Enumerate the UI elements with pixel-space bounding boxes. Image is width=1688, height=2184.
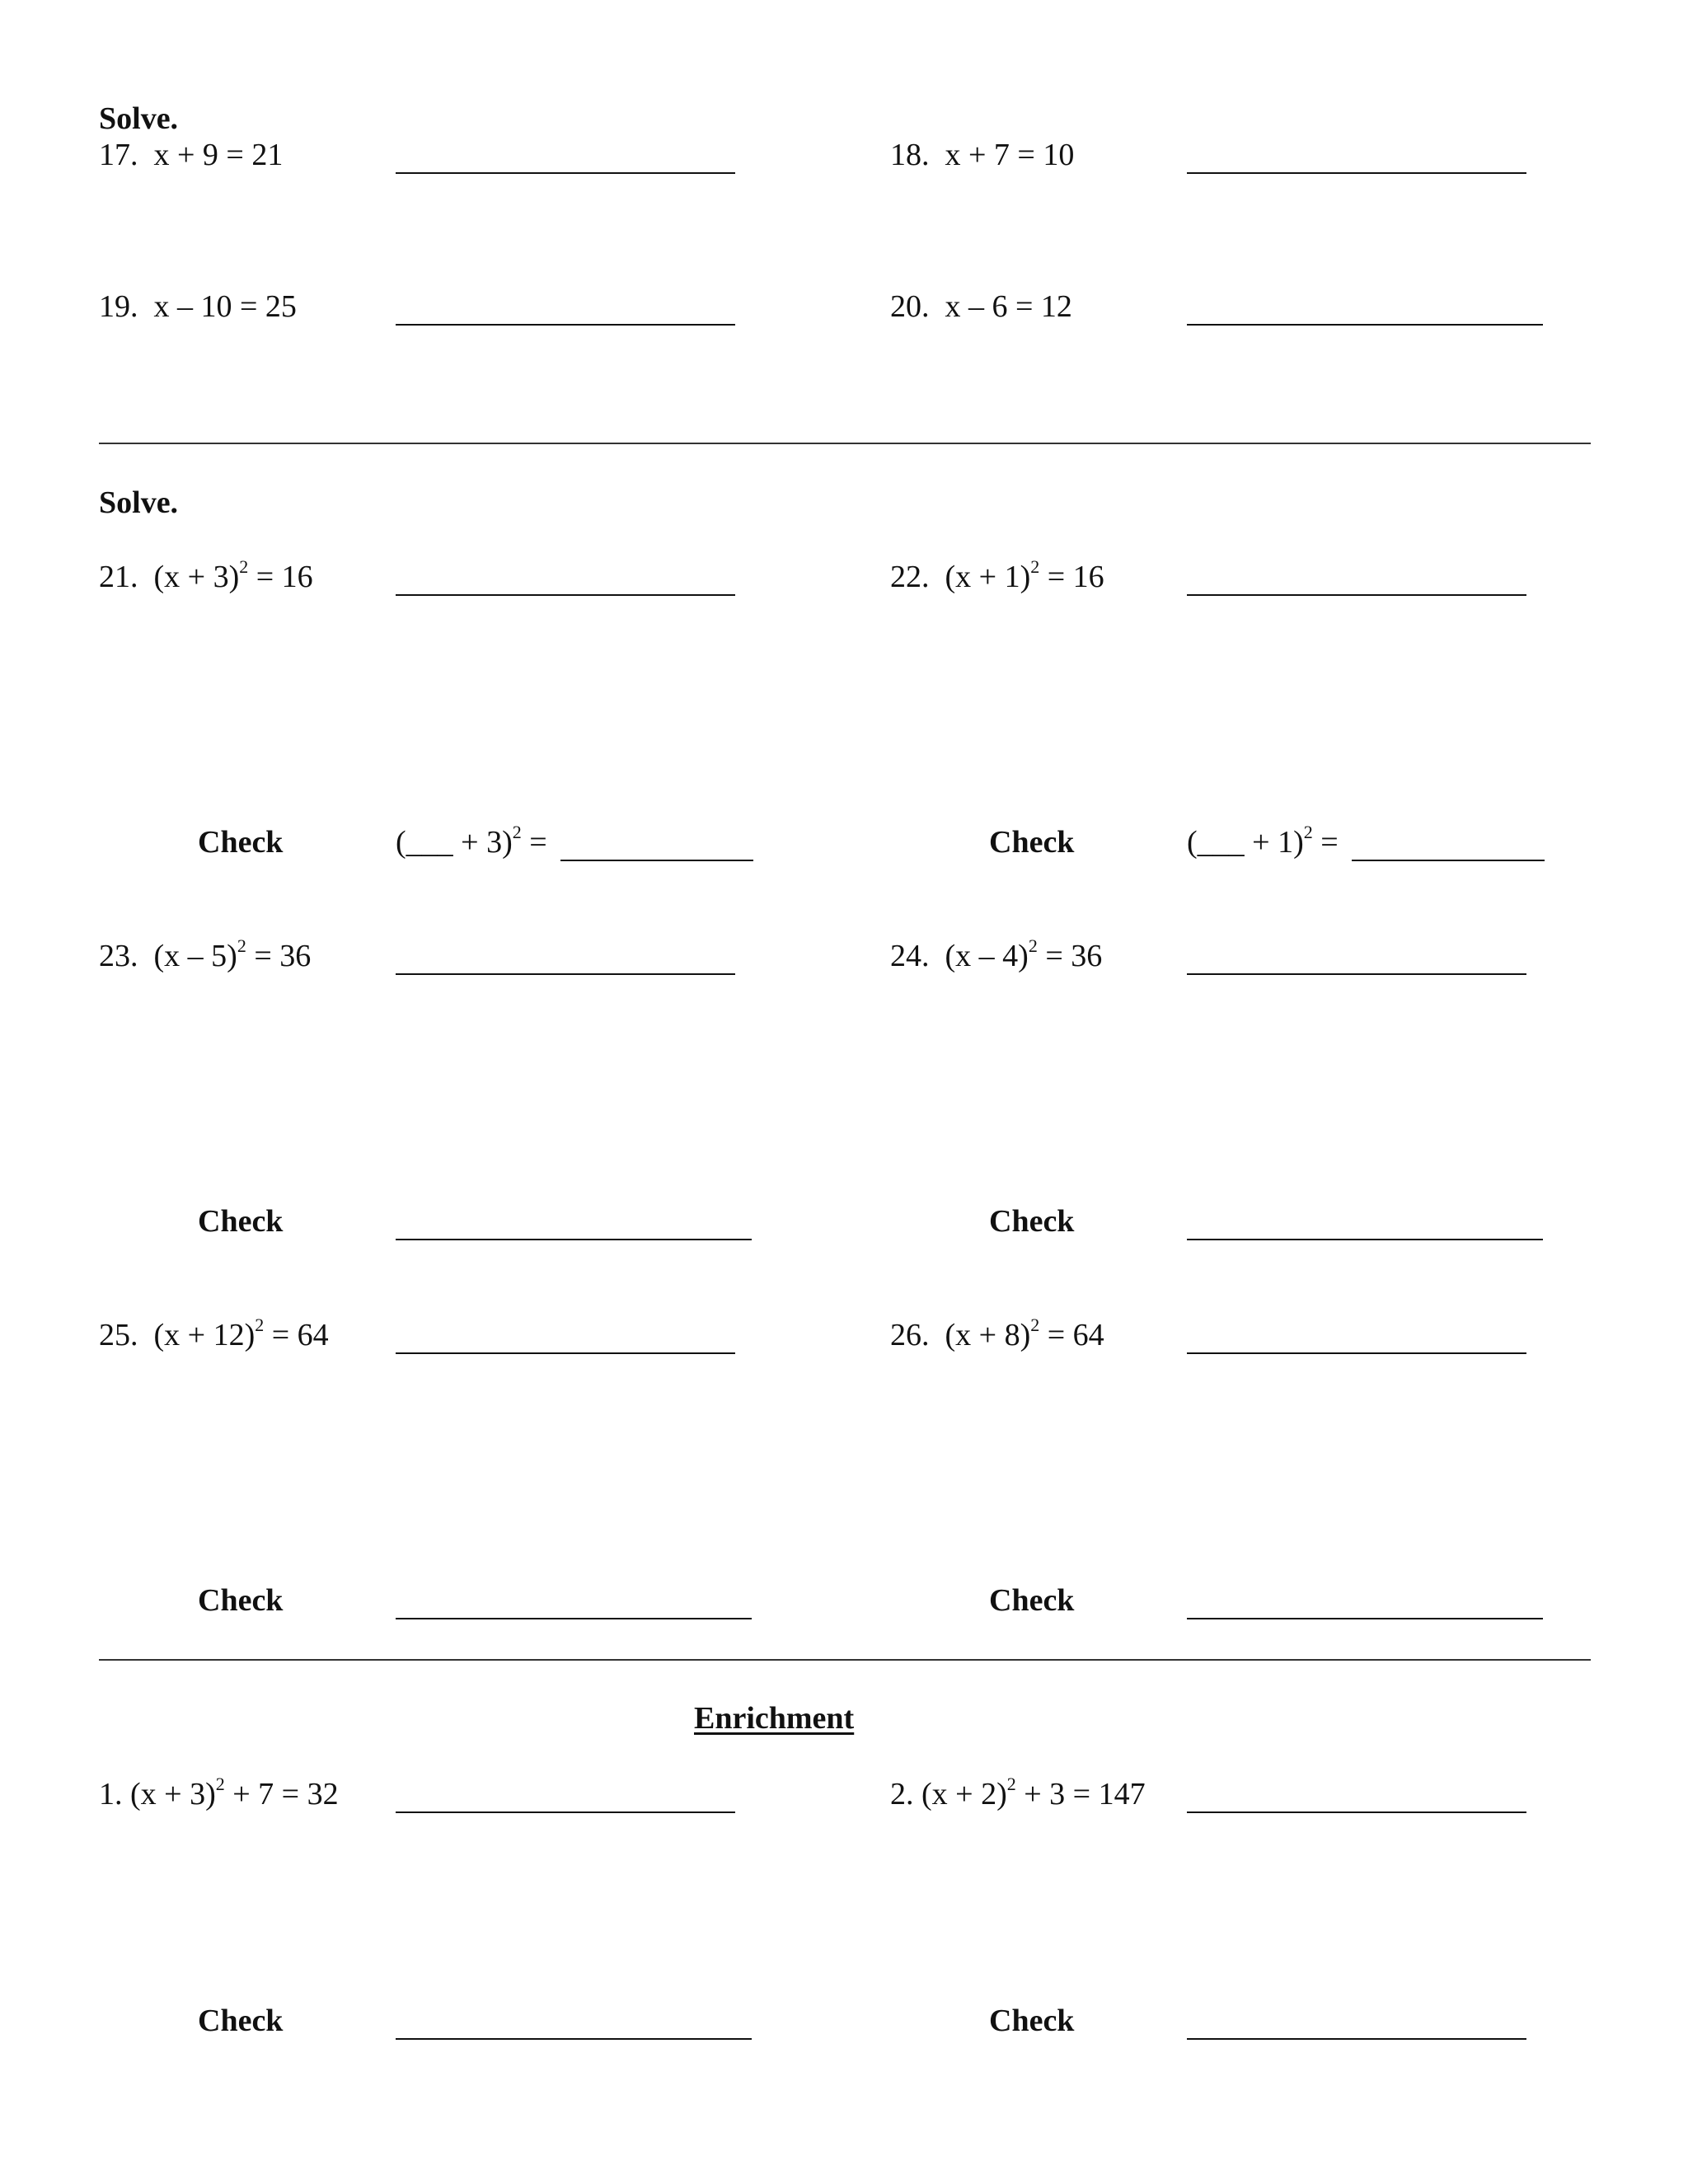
- problem-number: 26.: [890, 1318, 930, 1352]
- equation-base: (x + 12): [153, 1318, 256, 1352]
- exponent: 2: [1028, 935, 1038, 957]
- section-heading: Solve.: [99, 101, 179, 136]
- check-label: Check: [989, 1204, 1075, 1239]
- problem-20: [890, 288, 1072, 325]
- check-label: Check: [198, 2004, 284, 2038]
- enrichment-problem-2: [890, 1776, 1146, 1812]
- problem-number: 25.: [99, 1318, 138, 1352]
- equation-rest: + 7 = 32: [224, 1777, 339, 1811]
- equation-base: (x + 3): [153, 560, 240, 594]
- equation: x + 9 = 21: [153, 138, 284, 172]
- equation-rest: = 64: [264, 1318, 329, 1352]
- answer-blank-26[interactable]: [1187, 1352, 1526, 1354]
- answer-blank-20[interactable]: [1187, 324, 1543, 326]
- check-rest: =: [521, 825, 547, 860]
- check-blank-e1[interactable]: [396, 2038, 752, 2040]
- equation-rest: = 16: [1039, 560, 1104, 594]
- problem-26: [890, 1317, 1104, 1353]
- problem-number: 19.: [99, 289, 138, 324]
- check-rest: =: [1312, 825, 1339, 860]
- problem-number: 23.: [99, 939, 138, 973]
- answer-blank-21[interactable]: [396, 594, 735, 596]
- problem-23: [99, 935, 312, 974]
- enrichment-problem-1: [99, 1776, 339, 1812]
- problem-number: 22.: [890, 560, 930, 594]
- equation-base: (x + 1): [945, 560, 1031, 594]
- check-base: (___ + 1): [1187, 825, 1304, 860]
- exponent: 2: [255, 1315, 265, 1336]
- answer-blank-e1[interactable]: [396, 1811, 735, 1813]
- problem-number: 24.: [890, 939, 930, 973]
- exponent: 2: [1006, 1774, 1016, 1795]
- exponent: 2: [1030, 556, 1040, 578]
- check-blank-e2[interactable]: [1187, 2038, 1526, 2040]
- problem-25: [99, 1317, 329, 1353]
- check-blank-23[interactable]: [396, 1239, 752, 1240]
- answer-blank-24[interactable]: [1187, 973, 1526, 975]
- equation-base: (x – 4): [945, 939, 1029, 973]
- equation: x – 10 = 25: [153, 289, 297, 324]
- equation: x + 7 = 10: [945, 138, 1075, 172]
- check-label: Check: [989, 1583, 1075, 1618]
- problem-number: 1.: [99, 1777, 123, 1811]
- exponent: 2: [1303, 822, 1313, 843]
- equation-base: (x – 5): [153, 939, 237, 973]
- problem-18: [890, 137, 1074, 173]
- equation-rest: = 36: [246, 939, 312, 973]
- answer-blank-22[interactable]: [1187, 594, 1526, 596]
- section-divider: [99, 443, 1591, 444]
- check-label: Check: [198, 1204, 284, 1239]
- answer-blank-e2[interactable]: [1187, 1811, 1526, 1813]
- exponent: 2: [239, 556, 249, 578]
- equation-rest: = 36: [1037, 939, 1103, 973]
- problem-21: [99, 556, 313, 595]
- section-heading: Solve.: [99, 485, 179, 520]
- answer-blank-25[interactable]: [396, 1352, 735, 1354]
- check-blank-26[interactable]: [1187, 1618, 1543, 1619]
- problem-number: 18.: [890, 138, 930, 172]
- exponent: 2: [1030, 1315, 1040, 1336]
- problem-number: 20.: [890, 289, 930, 324]
- answer-blank-18[interactable]: [1187, 172, 1526, 174]
- problem-number: 2.: [890, 1777, 914, 1811]
- equation-base: (x + 3): [130, 1777, 216, 1811]
- check-label: Check: [989, 825, 1075, 860]
- problem-22: [890, 556, 1104, 595]
- check-label: Check: [989, 2004, 1075, 2038]
- problem-24: [890, 935, 1103, 974]
- exponent: 2: [237, 935, 246, 957]
- check-base: (___ + 3): [396, 825, 513, 860]
- enrichment-heading: Enrichment: [694, 1701, 855, 1736]
- equation-base: (x + 2): [921, 1777, 1007, 1811]
- check-blank-25[interactable]: [396, 1618, 752, 1619]
- equation-base: (x + 8): [945, 1318, 1031, 1352]
- exponent: 2: [215, 1774, 225, 1795]
- problem-19: [99, 288, 297, 325]
- problem-number: 17.: [99, 138, 138, 172]
- equation-rest: = 64: [1039, 1318, 1104, 1352]
- equation-rest: + 3 = 147: [1015, 1777, 1146, 1811]
- check-expression-21: [396, 824, 547, 860]
- section-divider: [99, 1659, 1591, 1661]
- answer-blank-17[interactable]: [396, 172, 735, 174]
- equation-rest: = 16: [248, 560, 313, 594]
- check-label: Check: [198, 825, 284, 860]
- check-blank-21[interactable]: [560, 860, 753, 861]
- answer-blank-19[interactable]: [396, 324, 735, 326]
- problem-number: 21.: [99, 560, 138, 594]
- exponent: 2: [512, 822, 522, 843]
- check-expression-22: [1187, 824, 1339, 860]
- check-blank-22[interactable]: [1352, 860, 1545, 861]
- check-label: Check: [198, 1583, 284, 1618]
- problem-17: [99, 137, 283, 173]
- check-blank-24[interactable]: [1187, 1239, 1543, 1240]
- answer-blank-23[interactable]: [396, 973, 735, 975]
- equation: x – 6 = 12: [945, 289, 1072, 324]
